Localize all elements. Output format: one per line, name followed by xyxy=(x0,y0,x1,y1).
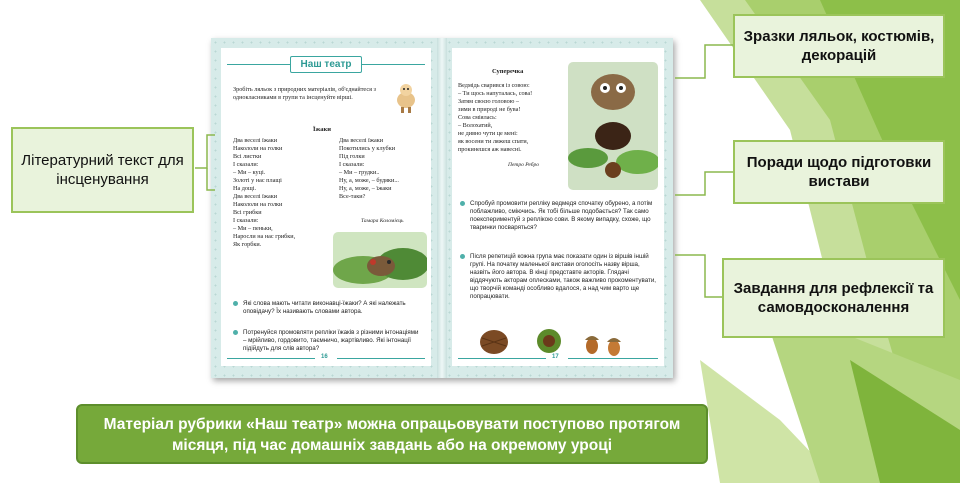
callout-performance-tips: Поради щодо підготовки вистави xyxy=(733,140,945,204)
callout-samples: Зразки ляльок, костюмів, декорацій xyxy=(733,14,945,78)
callout-literary-text: Літературний текст для інсценування xyxy=(11,127,194,213)
poem-title: Суперечка xyxy=(492,68,524,75)
task-question-3-text: Спробуй промовити репліку ведмедя спочатку обурено, а потім поблажливо, сміючись. Як тобі більше подобається? Так само поекспериментуй з реплікою сови. В якому випадку, схоже, що тваринки посваряться? xyxy=(470,200,653,231)
poem-column-2: Два веселі їжаки Покотились у клубки Під голки І сказали: – Ми – грудки.. Ну, а, може, – будяки... Ну, а, може, – їжаки Все-таки? xyxy=(339,137,399,200)
poem-author: Тамара Коломієць xyxy=(361,218,404,224)
intro-text: Зробіть ляльок з природних матеріалів, об'єднайтеся з однокласниками в групи та інсценуйте вірші. xyxy=(233,86,376,101)
poem-column-1: Два веселі їжаки Накололи на голки Всі листки І сказали: – Ми – куці. Золоті у нас плащі На дощі. Два веселі їжаки Накололи на голки Всі грибки І сказали: – Ми – пеньки, Наросли на нас грибки, Як горбки. xyxy=(233,137,296,248)
page-number: 17 xyxy=(552,354,559,360)
task-question-2-text: Потренуйся промовляти репліки їжаків з різними інтонаціями – мрійливо, гордовито, таємничо, жартівливо. Які інтонації підійдуть для слів автора? xyxy=(243,329,419,352)
callout-reflection-tasks: Завдання для рефлексії та самовдосконалення xyxy=(722,258,945,338)
bottom-note: Матеріал рубрики «Наш театр» можна опрацьовувати поступово протягом місяця, під час домашніх завдань або на окремому уроці xyxy=(76,404,708,464)
poem-title: Їжаки xyxy=(313,126,331,133)
poem-author: Петро Ребро xyxy=(508,162,539,168)
page-number: 16 xyxy=(321,354,328,360)
task-question-4-text: Після репетицій кожна група має показати один із віршів іншій групі. На початку маленької вистави оголосіть назву вірша, назвіть його автора. В кінці представте акторів. Глядачі віддячують акторам оплесками, також важливо прокоментувати, що творчій команді особливо вдалося, а над чим варто ще попрацювати. xyxy=(470,253,657,300)
section-title: Наш театр xyxy=(290,56,363,73)
poem-text: Ведмідь сварився із совою: – Ти щось напуталась, сова! Затям своєю головою – зими в природі не бува! Сова сміялась: – Волохатий, не дивно чути це мені: як восени ти ляжеш спати, прокинешся аж навесні. xyxy=(458,82,533,153)
task-question-1-text: Які слова мають читати виконавці-їжаки? А які належать оповідачу? Їх називають словами автора. xyxy=(243,300,406,315)
